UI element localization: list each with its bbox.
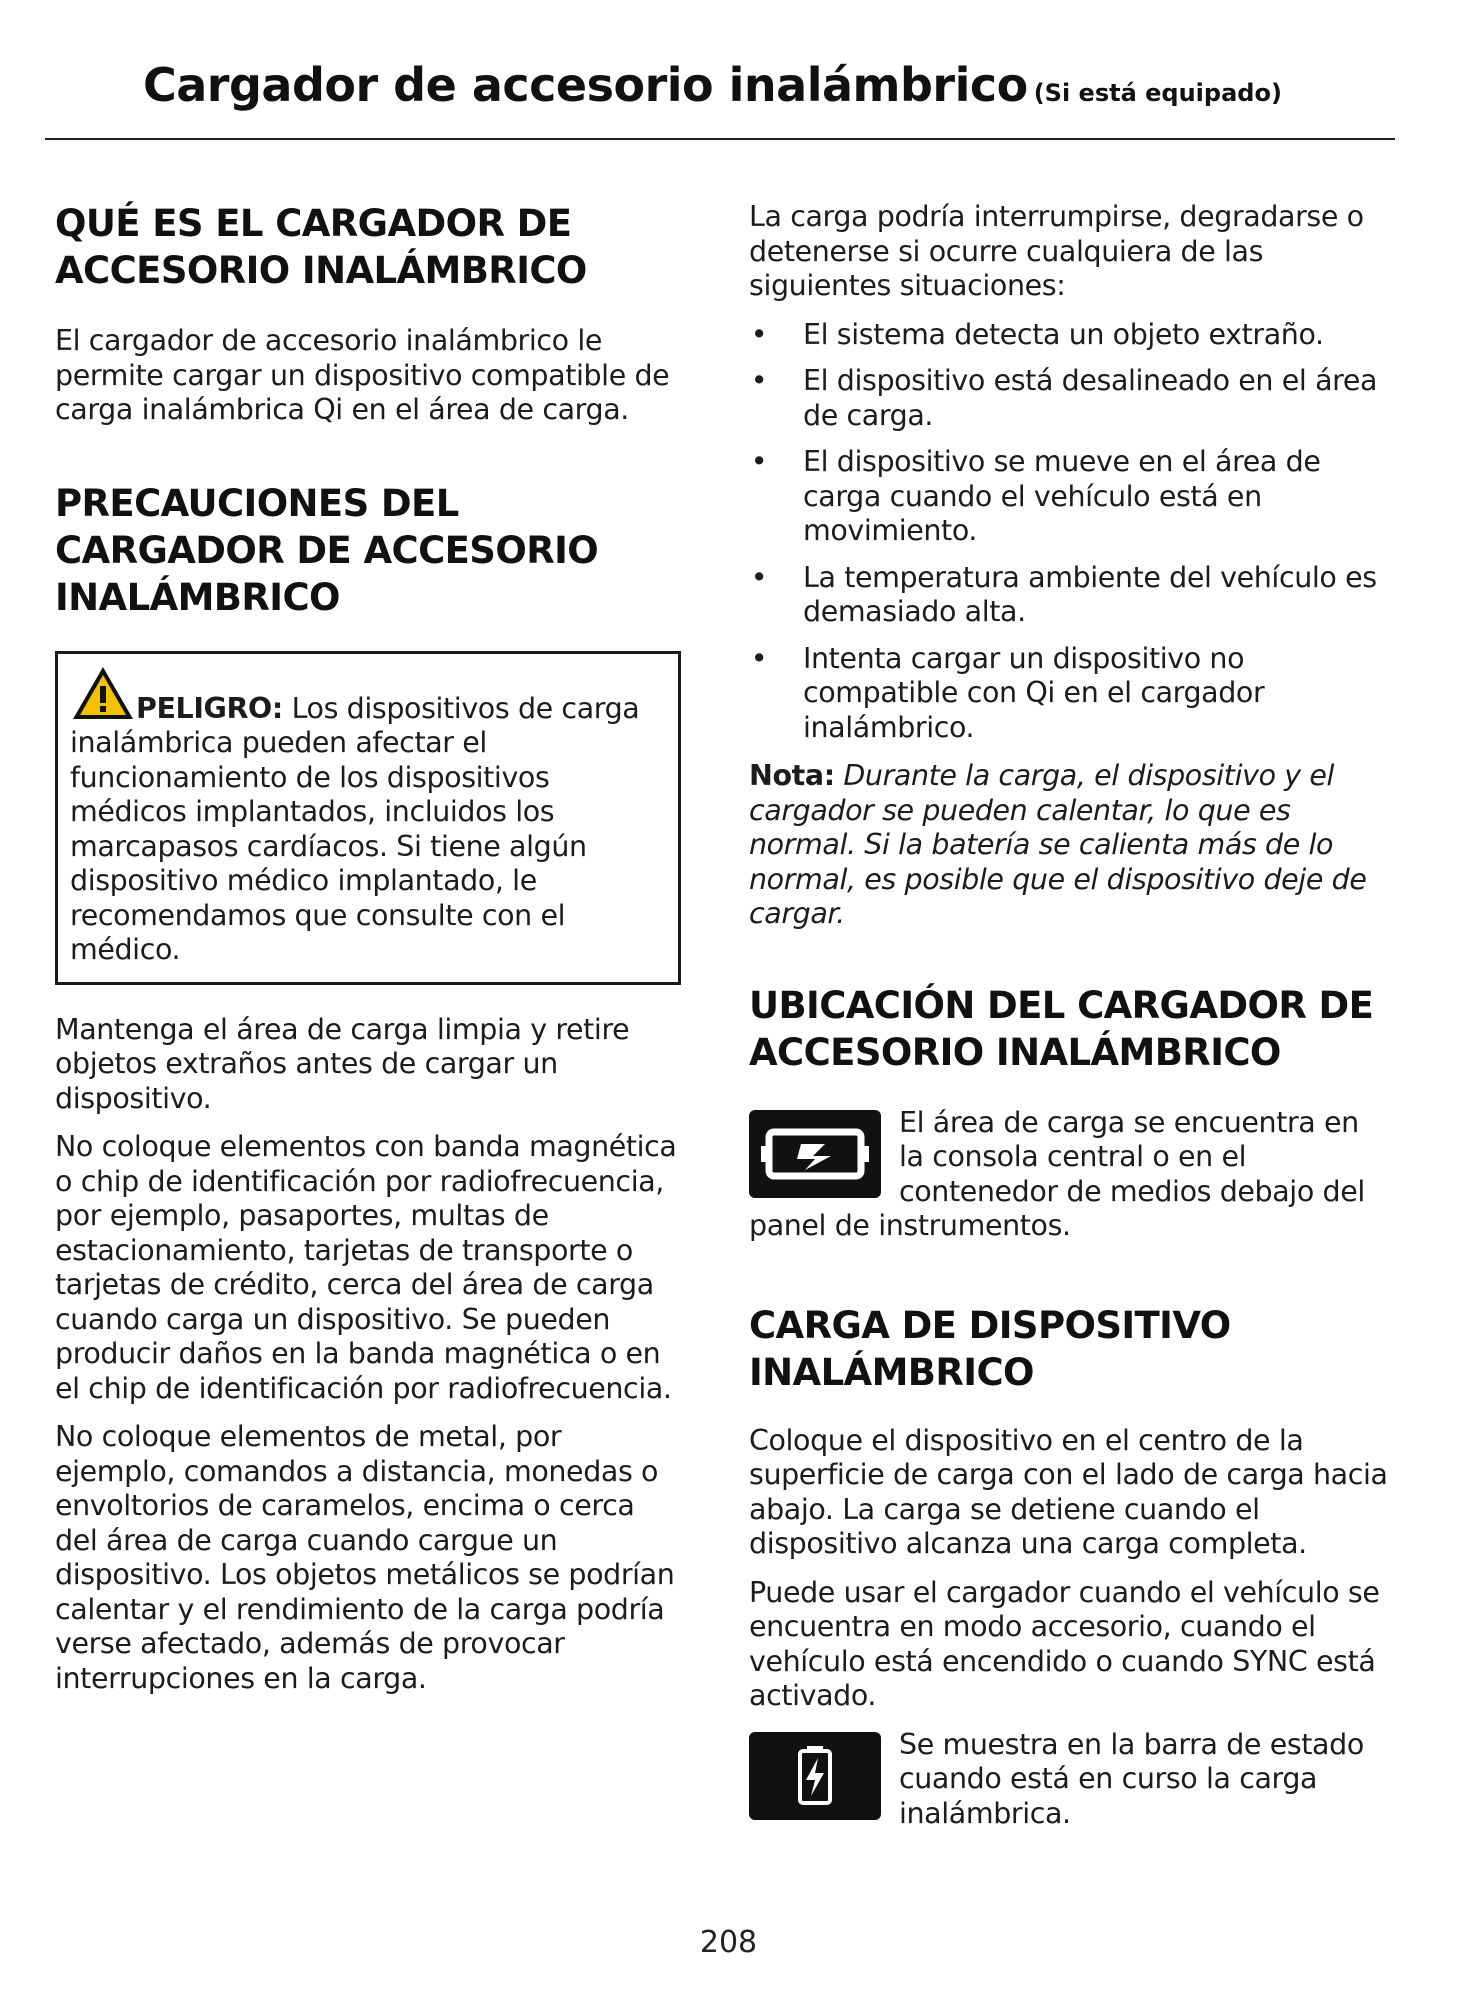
list-item [749, 445, 1389, 549]
page-number: 208 [699, 1925, 758, 1960]
bullet-marker: • [750, 445, 768, 478]
intro-paragraph: El cargador de accesorio inalámbrico le permite cargar un dispositivo compatible de carga inalámbrica Qi en el área de carga. [55, 324, 670, 426]
interruption-list [749, 318, 1389, 746]
heading-what-is: QUÉ ES EL CARGADOR DE ACCESORIO INALÁMBRICO [55, 202, 587, 292]
page-title [143, 58, 1282, 112]
list-item-text: Intenta cargar un dispositivo no compatible con Qi en el cargador inalámbrico. [803, 641, 1265, 744]
list-item [749, 642, 1389, 746]
paragraph-metal-items: No coloque elementos de metal, por ejemplo, comandos a distancia, monedas o envoltorios de caramelos, encima o cerca del área de carga cuando cargue un dispositivo. Los objetos metálicos se podrían calentar y el rendimiento de la carga podría verse afectado, además de provocar interrupciones en la carga. [55, 1420, 675, 1695]
location-block [749, 1106, 1389, 1244]
warning-text: Los dispositivos de carga inalámbrica pueden afectar el funcionamiento de los dispositivos médicos implantados, incluidos los marcapasos cardíacos. Si tiene algún dispositivo médico implantado, le recomendamos que consulte con el médico. [70, 691, 640, 966]
list-item [749, 561, 1389, 630]
status-text: Se muestra en la barra de estado cuando está en curso la carga inalámbrica. [899, 1727, 1364, 1830]
note-text: Durante la carga, el dispositivo y el cargador se pueden calentar, lo que es normal. Si la batería se calienta más de lo normal, es posible que el dispositivo deje de cargar. [749, 759, 1367, 930]
heading-precautions: PRECAUCIONES DEL CARGADOR DE ACCESORIO INALÁMBRICO [55, 481, 599, 619]
charging-paragraph-1: Coloque el dispositivo en el centro de la superficie de carga con el lado de carga hacia abajo. La carga se detiene cuando el dispositivo alcanza una carga completa. [749, 1423, 1388, 1560]
list-item [749, 318, 1389, 353]
note-paragraph [749, 759, 1389, 932]
danger-warning-box [55, 651, 681, 985]
bullet-marker: • [750, 317, 768, 351]
bullet-marker: • [750, 364, 768, 397]
bullet-marker: • [750, 641, 768, 675]
note-label: Nota: [749, 759, 835, 792]
interruption-lead: La carga podría interrumpirse, degradarse o detenerse si ocurre cualquiera de las siguientes situaciones: [749, 200, 1364, 302]
left-column [55, 200, 685, 1696]
warning-label: PELIGRO: [136, 691, 283, 725]
heading-location: UBICACIÓN DEL CARGADOR DE ACCESORIO INALÁMBRICO [749, 983, 1374, 1074]
bullet-marker: • [750, 560, 768, 594]
status-block [749, 1728, 1389, 1832]
charging-battery-icon [749, 1732, 881, 1820]
wireless-charging-pad-icon [749, 1110, 881, 1198]
page-title-text: Cargador de accesorio inalámbrico [143, 58, 1028, 112]
page-subtitle: (Si está equipado) [1033, 79, 1282, 107]
paragraph-magnetic-items: No coloque elementos con banda magnética o chip de identificación por radiofrecuencia, por ejemplo, pasaportes, multas de estacionamiento, tarjetas de transporte o tarjetas de crédito, cerca del área de carga cuando carga un dispositivo. Se pueden producir daños en la banda magnética o en el chip de identificación por radiofrecuencia. [55, 1130, 677, 1405]
list-item-text: La temperatura ambiente del vehículo es demasiado alta. [803, 560, 1377, 628]
warning-paragraph [70, 664, 666, 968]
charging-paragraph-2: Puede usar el cargador cuando el vehículo se encuentra en modo accesorio, cuando el vehículo está encendido o cuando SYNC está activado. [749, 1575, 1380, 1712]
warning-triangle-icon [70, 664, 136, 722]
list-item [749, 364, 1389, 433]
heading-charging: CARGA DE DISPOSITIVO INALÁMBRICO [749, 1303, 1231, 1394]
page-header [45, 58, 1395, 140]
location-text: El área de carga se encuentra en la consola central o en el contenedor de medios debajo del panel de instrumentos. [749, 1105, 1365, 1242]
paragraph-clean-area: Mantenga el área de carga limpia y retire objetos extraños antes de cargar un dispositivo. [55, 1012, 630, 1115]
list-item-text: El dispositivo se mueve en el área de carga cuando el vehículo está en movimiento. [803, 445, 1321, 547]
list-item-text: El sistema detecta un objeto extraño. [803, 317, 1324, 351]
list-item-text: El dispositivo está desalineado en el área de carga. [803, 364, 1378, 432]
right-column [749, 200, 1389, 1831]
